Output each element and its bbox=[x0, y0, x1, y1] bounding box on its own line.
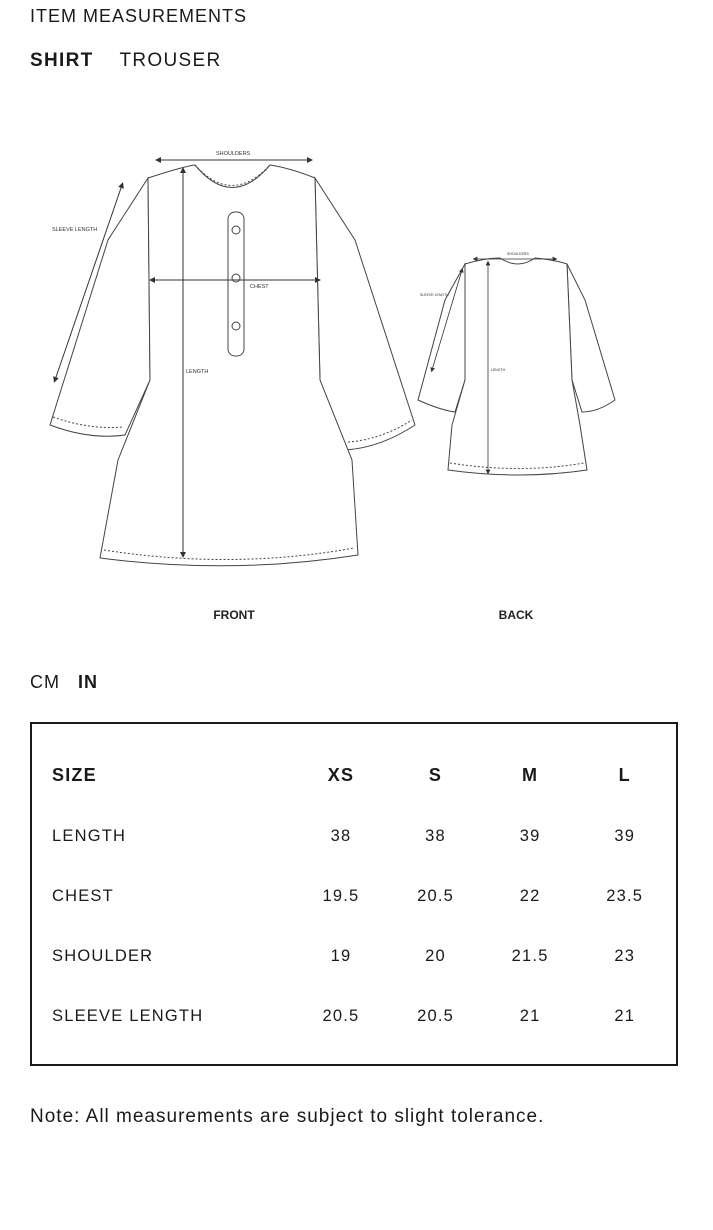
cell-value: 20.5 bbox=[322, 1006, 360, 1025]
back-shirt-drawing bbox=[418, 258, 615, 475]
back-label: BACK bbox=[498, 608, 534, 622]
cell-value: 20.5 bbox=[417, 1006, 454, 1025]
cell-value: 23.5 bbox=[606, 886, 644, 905]
cell-value: 38 bbox=[425, 826, 446, 845]
table-row bbox=[52, 986, 672, 1046]
row-label: SLEEVE LENGTH bbox=[52, 1006, 204, 1025]
tolerance-note: Note: All measurements are subject to slight tolerance. bbox=[30, 1106, 545, 1127]
back-sleeve-length-label: SLEEVE LENGTH bbox=[420, 293, 449, 297]
shirt-measurement-diagram bbox=[0, 130, 713, 630]
cell-value: 19.5 bbox=[322, 886, 360, 905]
header-s: S bbox=[428, 764, 443, 785]
front-shoulders-label: SHOULDERS bbox=[216, 151, 251, 157]
tab-shirt[interactable]: SHIRT bbox=[30, 50, 94, 71]
back-shoulders-label: SHOULDERS bbox=[507, 252, 529, 256]
cell-value: 20.5 bbox=[417, 886, 454, 905]
cell-value: 23 bbox=[614, 946, 636, 965]
front-sleeve-length-label: SLEEVE LENGTH bbox=[52, 227, 98, 233]
cell-value: 39 bbox=[519, 826, 541, 845]
unit-in[interactable]: IN bbox=[78, 672, 98, 692]
row-label: CHEST bbox=[52, 886, 114, 905]
cell-value: 38 bbox=[330, 826, 352, 845]
size-table bbox=[52, 744, 672, 1046]
header-size: SIZE bbox=[52, 764, 97, 785]
cell-value: 20 bbox=[425, 946, 446, 965]
table-row bbox=[52, 806, 672, 866]
back-length-label: LENGTH bbox=[491, 368, 506, 372]
header-xs: XS bbox=[327, 764, 355, 785]
header-l: L bbox=[618, 764, 631, 785]
cell-value: 39 bbox=[614, 826, 636, 845]
front-label: FRONT bbox=[213, 608, 255, 622]
cell-value: 21 bbox=[614, 1006, 636, 1025]
unit-toggle bbox=[30, 672, 98, 693]
tab-trouser[interactable]: TROUSER bbox=[119, 50, 222, 71]
cell-value: 22 bbox=[519, 886, 541, 905]
garment-tabs bbox=[30, 50, 222, 72]
cell-value: 21 bbox=[519, 1006, 541, 1025]
table-row bbox=[52, 866, 672, 926]
header-m: M bbox=[522, 764, 539, 785]
size-table-container bbox=[30, 722, 678, 1066]
cell-value: 21.5 bbox=[511, 946, 549, 965]
table-header-row bbox=[52, 744, 672, 806]
row-label: LENGTH bbox=[52, 826, 127, 845]
front-chest-label: CHEST bbox=[250, 284, 269, 290]
cell-value: 19 bbox=[330, 946, 352, 965]
unit-cm[interactable]: CM bbox=[30, 672, 60, 692]
front-length-label: LENGTH bbox=[186, 369, 209, 375]
page-title: ITEM MEASUREMENTS bbox=[30, 6, 248, 26]
table-row bbox=[52, 926, 672, 986]
row-label: SHOULDER bbox=[52, 946, 154, 965]
front-shirt-drawing bbox=[50, 165, 415, 566]
